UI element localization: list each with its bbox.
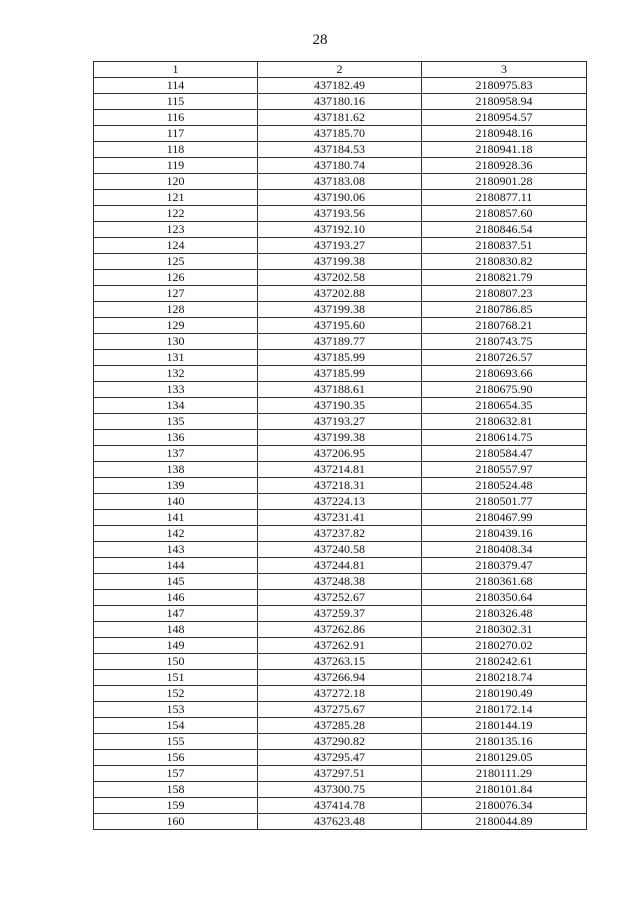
point-number-cell: 131 [94,350,258,366]
table-row [94,254,587,270]
y-coordinate-cell: 2180857.60 [422,206,587,222]
x-coordinate-cell: 437190.06 [258,190,422,206]
table-row [94,750,587,766]
y-coordinate-cell: 2180129.05 [422,750,587,766]
table-row [94,510,587,526]
column-header-3: 3 [422,62,587,78]
table-row [94,238,587,254]
y-coordinate-cell: 2180439.16 [422,526,587,542]
x-coordinate-cell: 437185.99 [258,350,422,366]
x-coordinate-cell: 437195.60 [258,318,422,334]
x-coordinate-cell: 437193.27 [258,414,422,430]
x-coordinate-cell: 437272.18 [258,686,422,702]
x-coordinate-cell: 437192.10 [258,222,422,238]
point-number-cell: 146 [94,590,258,606]
y-coordinate-cell: 2180408.34 [422,542,587,558]
table-row [94,174,587,190]
x-coordinate-cell: 437263.15 [258,654,422,670]
x-coordinate-cell: 437295.47 [258,750,422,766]
x-coordinate-cell: 437199.38 [258,430,422,446]
table-row [94,78,587,94]
point-number-cell: 151 [94,670,258,686]
point-number-cell: 160 [94,814,258,830]
point-number-cell: 153 [94,702,258,718]
point-number-cell: 143 [94,542,258,558]
point-number-cell: 156 [94,750,258,766]
table-row [94,286,587,302]
x-coordinate-cell: 437214.81 [258,462,422,478]
point-number-cell: 115 [94,94,258,110]
point-number-cell: 148 [94,622,258,638]
y-coordinate-cell: 2180807.23 [422,286,587,302]
table-row [94,398,587,414]
x-coordinate-cell: 437266.94 [258,670,422,686]
y-coordinate-cell: 2180726.57 [422,350,587,366]
y-coordinate-cell: 2180614.75 [422,430,587,446]
point-number-cell: 125 [94,254,258,270]
point-number-cell: 139 [94,478,258,494]
point-number-cell: 145 [94,574,258,590]
y-coordinate-cell: 2180524.48 [422,478,587,494]
table-row [94,590,587,606]
point-number-cell: 121 [94,190,258,206]
x-coordinate-cell: 437224.13 [258,494,422,510]
table-row [94,462,587,478]
point-number-cell: 132 [94,366,258,382]
point-number-cell: 133 [94,382,258,398]
y-coordinate-cell: 2180958.94 [422,94,587,110]
point-number-cell: 150 [94,654,258,670]
x-coordinate-cell: 437193.27 [258,238,422,254]
table-row [94,190,587,206]
y-coordinate-cell: 2180242.61 [422,654,587,670]
point-number-cell: 123 [94,222,258,238]
table-row [94,814,587,830]
y-coordinate-cell: 2180821.79 [422,270,587,286]
x-coordinate-cell: 437290.82 [258,734,422,750]
table-row [94,654,587,670]
y-coordinate-cell: 2180877.11 [422,190,587,206]
table-row [94,318,587,334]
x-coordinate-cell: 437183.08 [258,174,422,190]
table-row [94,606,587,622]
y-coordinate-cell: 2180144.19 [422,718,587,734]
table-row [94,94,587,110]
x-coordinate-cell: 437231.41 [258,510,422,526]
point-number-cell: 114 [94,78,258,94]
y-coordinate-cell: 2180928.36 [422,158,587,174]
y-coordinate-cell: 2180501.77 [422,494,587,510]
y-coordinate-cell: 2180901.28 [422,174,587,190]
x-coordinate-cell: 437414.78 [258,798,422,814]
point-number-cell: 116 [94,110,258,126]
x-coordinate-cell: 437240.58 [258,542,422,558]
table-row [94,718,587,734]
table-row [94,702,587,718]
y-coordinate-cell: 2180632.81 [422,414,587,430]
point-number-cell: 136 [94,430,258,446]
table-row [94,798,587,814]
table-row [94,302,587,318]
y-coordinate-cell: 2180135.16 [422,734,587,750]
table-row [94,542,587,558]
point-number-cell: 137 [94,446,258,462]
y-coordinate-cell: 2180379.47 [422,558,587,574]
y-coordinate-cell: 2180111.29 [422,766,587,782]
x-coordinate-cell: 437259.37 [258,606,422,622]
point-number-cell: 147 [94,606,258,622]
x-coordinate-cell: 437202.58 [258,270,422,286]
x-coordinate-cell: 437275.67 [258,702,422,718]
point-number-cell: 127 [94,286,258,302]
table-header-row [94,62,587,78]
table-row [94,206,587,222]
y-coordinate-cell: 2180218.74 [422,670,587,686]
x-coordinate-cell: 437262.86 [258,622,422,638]
point-number-cell: 149 [94,638,258,654]
x-coordinate-cell: 437297.51 [258,766,422,782]
x-coordinate-cell: 437182.49 [258,78,422,94]
point-number-cell: 159 [94,798,258,814]
y-coordinate-cell: 2180941.18 [422,142,587,158]
table-row [94,430,587,446]
point-number-cell: 152 [94,686,258,702]
table-row [94,110,587,126]
point-number-cell: 141 [94,510,258,526]
point-number-cell: 124 [94,238,258,254]
y-coordinate-cell: 2180044.89 [422,814,587,830]
column-header-1: 1 [94,62,258,78]
x-coordinate-cell: 437206.95 [258,446,422,462]
table-row [94,126,587,142]
point-number-cell: 154 [94,718,258,734]
table-row [94,334,587,350]
table-row [94,270,587,286]
coordinates-table-body [94,62,587,830]
x-coordinate-cell: 437199.38 [258,254,422,270]
point-number-cell: 130 [94,334,258,350]
x-coordinate-cell: 437199.38 [258,302,422,318]
point-number-cell: 135 [94,414,258,430]
y-coordinate-cell: 2180675.90 [422,382,587,398]
point-number-cell: 122 [94,206,258,222]
point-number-cell: 128 [94,302,258,318]
y-coordinate-cell: 2180557.97 [422,462,587,478]
y-coordinate-cell: 2180326.48 [422,606,587,622]
x-coordinate-cell: 437185.99 [258,366,422,382]
y-coordinate-cell: 2180954.57 [422,110,587,126]
x-coordinate-cell: 437285.28 [258,718,422,734]
x-coordinate-cell: 437180.16 [258,94,422,110]
table-row [94,142,587,158]
column-header-2: 2 [258,62,422,78]
y-coordinate-cell: 2180768.21 [422,318,587,334]
y-coordinate-cell: 2180190.49 [422,686,587,702]
x-coordinate-cell: 437184.53 [258,142,422,158]
table-row [94,158,587,174]
table-row [94,638,587,654]
y-coordinate-cell: 2180101.84 [422,782,587,798]
x-coordinate-cell: 437218.31 [258,478,422,494]
x-coordinate-cell: 437189.77 [258,334,422,350]
table-row [94,782,587,798]
point-number-cell: 157 [94,766,258,782]
y-coordinate-cell: 2180350.64 [422,590,587,606]
table-row [94,366,587,382]
page-number: 28 [312,32,328,48]
point-number-cell: 117 [94,126,258,142]
point-number-cell: 155 [94,734,258,750]
y-coordinate-cell: 2180172.14 [422,702,587,718]
y-coordinate-cell: 2180076.34 [422,798,587,814]
point-number-cell: 120 [94,174,258,190]
x-coordinate-cell: 437202.88 [258,286,422,302]
y-coordinate-cell: 2180467.99 [422,510,587,526]
point-number-cell: 126 [94,270,258,286]
y-coordinate-cell: 2180743.75 [422,334,587,350]
y-coordinate-cell: 2180270.02 [422,638,587,654]
table-row [94,222,587,238]
table-row [94,558,587,574]
x-coordinate-cell: 437244.81 [258,558,422,574]
y-coordinate-cell: 2180302.31 [422,622,587,638]
y-coordinate-cell: 2180846.54 [422,222,587,238]
x-coordinate-cell: 437237.82 [258,526,422,542]
x-coordinate-cell: 437262.91 [258,638,422,654]
point-number-cell: 119 [94,158,258,174]
y-coordinate-cell: 2180654.35 [422,398,587,414]
point-number-cell: 158 [94,782,258,798]
x-coordinate-cell: 437623.48 [258,814,422,830]
x-coordinate-cell: 437193.56 [258,206,422,222]
y-coordinate-cell: 2180584.47 [422,446,587,462]
x-coordinate-cell: 437300.75 [258,782,422,798]
x-coordinate-cell: 437185.70 [258,126,422,142]
table-row [94,446,587,462]
y-coordinate-cell: 2180693.66 [422,366,587,382]
table-row [94,686,587,702]
y-coordinate-cell: 2180837.51 [422,238,587,254]
y-coordinate-cell: 2180786.85 [422,302,587,318]
x-coordinate-cell: 437252.67 [258,590,422,606]
x-coordinate-cell: 437180.74 [258,158,422,174]
table-row [94,382,587,398]
y-coordinate-cell: 2180830.82 [422,254,587,270]
point-number-cell: 134 [94,398,258,414]
y-coordinate-cell: 2180948.16 [422,126,587,142]
table-row [94,494,587,510]
table-row [94,622,587,638]
point-number-cell: 138 [94,462,258,478]
point-number-cell: 118 [94,142,258,158]
x-coordinate-cell: 437190.35 [258,398,422,414]
table-row [94,350,587,366]
point-number-cell: 140 [94,494,258,510]
table-row [94,734,587,750]
coordinates-table [93,61,587,830]
point-number-cell: 142 [94,526,258,542]
table-row [94,766,587,782]
x-coordinate-cell: 437181.62 [258,110,422,126]
y-coordinate-cell: 2180975.83 [422,78,587,94]
table-row [94,574,587,590]
table-row [94,670,587,686]
point-number-cell: 129 [94,318,258,334]
table-row [94,414,587,430]
y-coordinate-cell: 2180361.68 [422,574,587,590]
point-number-cell: 144 [94,558,258,574]
table-row [94,478,587,494]
x-coordinate-cell: 437248.38 [258,574,422,590]
x-coordinate-cell: 437188.61 [258,382,422,398]
table-row [94,526,587,542]
